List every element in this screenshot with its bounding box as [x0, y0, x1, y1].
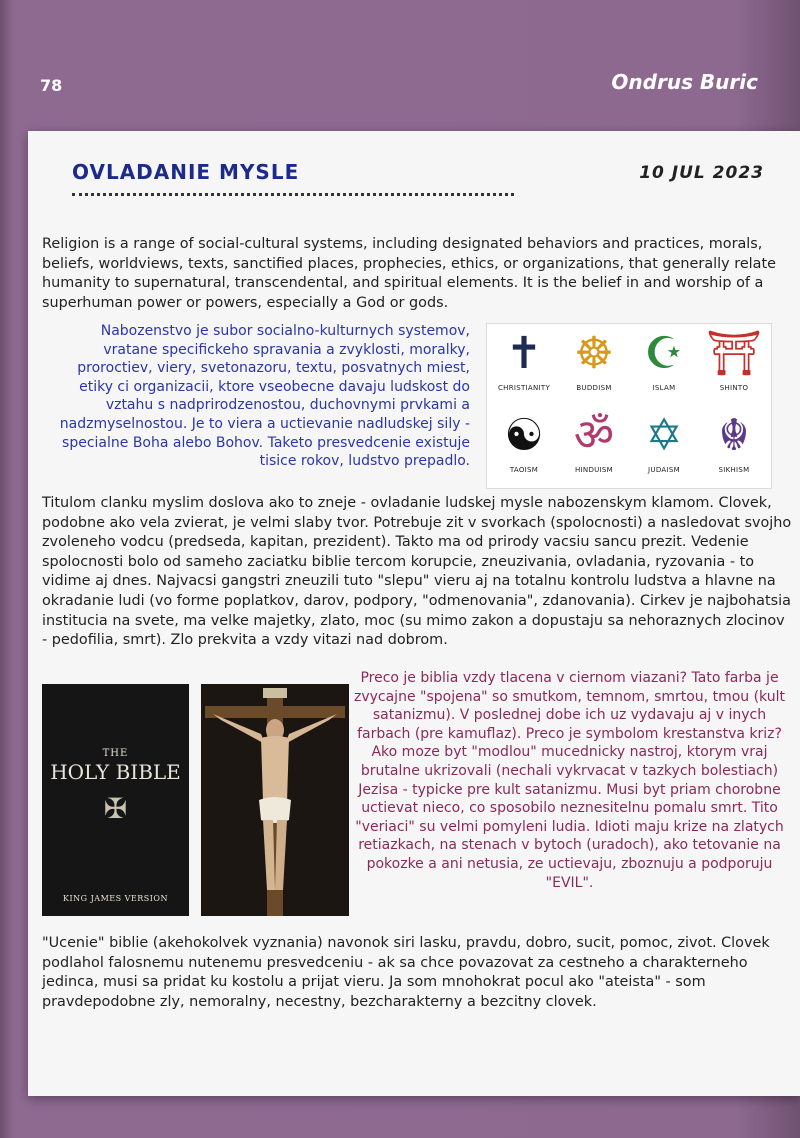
- yin-yang-icon: ☯: [504, 410, 544, 461]
- bible-commentary-paragraph: Preco je biblia vzdy tlacena v ciernom viazani? Tato farba je zvycajne "spojena" so smutkom, temnom, smrtou, tmou (kult satanizmu). V poslednej dobe ich uz vydavaju aj v inych farbach (pre kamuflaz). Preco je symbolom krestanstva kriz? Ako moze byt "modlou" mucednicky nastroj, ktorym vraj brutalne ukrizovali (nechali vykrvacat v tazkych bolestiach) Jezisa - typicke pre kult satanizmu. Musi byt priam chorobne uctievat nieco, co sposobilo neznesitelnu pomalu smrt. Tito "veriaci" su velmi pomyleni ludia. Idioti maju krize na zlatych retiazkach, na stenach v bytoch (uradoch), ako tetovanie na pokozke a ani netusia, ze uctievaju, zboznuju a podporuju "EVIL".: [353, 670, 785, 891]
- star-of-david-icon: ✡: [645, 410, 683, 461]
- religion-symbols-image: [486, 323, 772, 489]
- buddhism-symbol: ☸ BUDDISM: [559, 324, 629, 406]
- taoism-symbol: ☯ TAOISM: [489, 406, 559, 488]
- intro-paragraph-english: Religion is a range of social-cultural systems, including designated behaviors and practices, morals, beliefs, worldviews, texts, sanctified places, prophecies, ethics, or organizations, that generally relate humanity to supernatural, transcendental, and spiritual elements. It is the belief in and worship of a superhuman power or powers, especially a God or gods.: [42, 236, 776, 311]
- christianity-symbol: ✝ CHRISTIANITY: [489, 324, 559, 406]
- article-date: 10 JUL 2023: [639, 163, 764, 183]
- crucifix-image: [201, 684, 349, 916]
- shinto-symbol: ⛩ SHINTO: [699, 324, 769, 406]
- torii-gate-icon: ⛩: [706, 328, 762, 379]
- author-name: Ondrus Buric: [611, 70, 758, 94]
- cross-icon: ✝: [505, 328, 543, 379]
- title-dotted-divider: [72, 193, 514, 196]
- article-paper: [28, 131, 800, 1096]
- holy-bible-cover-image: [42, 684, 189, 916]
- main-paragraph: Titulom clanku myslim doslova ako to zneje - ovladanie ludskej mysle nabozenskym klamom. Clovek, podobne ako vela zvierat, je velmi slaby tvor. Potrebuje zit v svorkach (spolocnosti) a nasledovat svojho zvoleneho vodcu (predseda, kapitan, prezident). Takto ma od prirody vacsiu sancu prezit. Vedenie spolocnosti bolo od sameho zaciatku biblie tercom korupcie, zneuzivania, ovladania, ryzovania - to vidime aj dnes. Najvacsi gangstri zneuzili tuto "slepu" vieru aj na totalnu kontrolu ludstva a hlavne na okradanie ludi (vo forme poplatkov, darov, podpory, "odmenovania", zdanovania). Cirkev je najbohatsia institucia na svete, ma velke majetky, zlato, moc (su mimo zakon a dopustaju sa nehoraznych zlocinov - pedofilia, smrt). Zlo prekvita a vzdy vitazi nad dobrom.: [42, 495, 792, 649]
- bible-cover-title: HOLY BIBLE: [50, 760, 181, 784]
- ornate-cross-icon: ✠: [103, 792, 128, 825]
- hinduism-symbol: ॐ HINDUISM: [559, 406, 629, 488]
- bible-cover-edition: KING JAMES VERSION: [63, 894, 168, 903]
- om-icon: ॐ: [573, 410, 615, 461]
- khanda-icon: ☬: [718, 410, 750, 461]
- bible-cover-the: THE: [102, 748, 129, 759]
- closing-paragraph: "Ucenie" biblie (akehokolvek vyznania) navonok siri lasku, pravdu, dobro, sucit, pomoc, zivot. Clovek podlahol falosnemu nutenemu presvedceniu - ak sa chce povazovat za cestneho a charakterneho jedinca, musi sa pridat ku kostolu a prijat vieru. Ja som mnohokrat pocul ako "ateista" - som pravdepodobne zly, nemoralny, necestny, bezcharakterny a bezcitny clovek.: [42, 935, 770, 1010]
- article-title: OVLADANIE MYSLE: [72, 160, 300, 184]
- sikhism-symbol: ☬ SIKHISM: [699, 406, 769, 488]
- page-number: 78: [40, 76, 63, 95]
- crucifix-painting-icon: [201, 684, 349, 916]
- dharma-wheel-icon: ☸: [574, 328, 614, 379]
- crescent-star-icon: ☪: [644, 328, 684, 379]
- islam-symbol: ☪ ISLAM: [629, 324, 699, 406]
- page-spine-shadow: [0, 0, 14, 1138]
- intro-paragraph-slovak: Nabozenstvo je subor socialno-kulturnych systemov, vratane specifickeho spravania a zvyklosti, moralky, proroctiev, viery, svetonazoru, textu, posvatnych miest, etiky ci organizacii, ktore vseobecne davaju ludskost do vztahu s nadprirodzenostou, duchovnymi prvkami a nadzmyselnostou. Je to viera a uctievanie nadludskej sily - specialne Boha alebo Bohov. Taketo presvedcenie existuje tisice rokov, ludstvo prepadlo.: [59, 323, 470, 470]
- judaism-symbol: ✡ JUDAISM: [629, 406, 699, 488]
